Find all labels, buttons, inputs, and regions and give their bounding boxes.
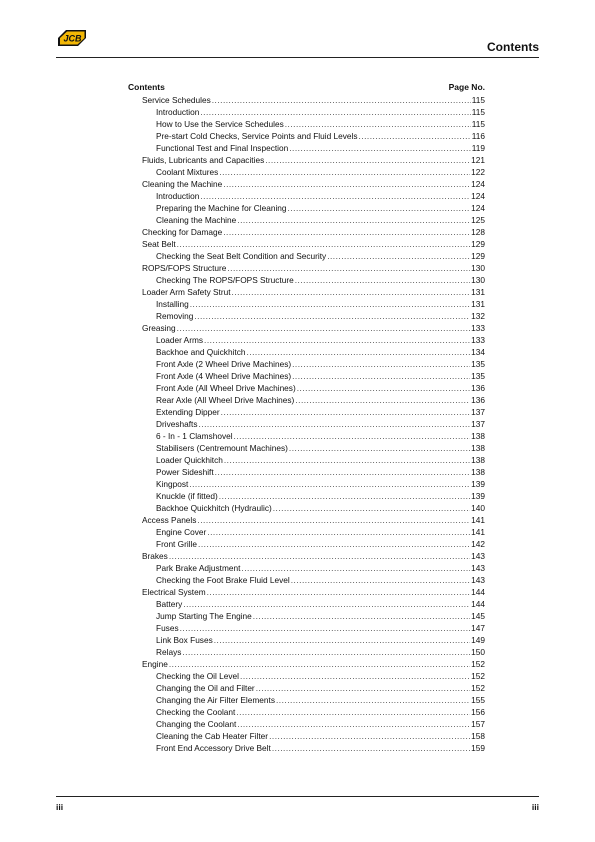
toc-entry[interactable] xyxy=(128,310,485,322)
toc-entry-page: 156 xyxy=(471,707,485,717)
toc-entry[interactable] xyxy=(128,514,485,526)
toc-dot-leader xyxy=(237,718,470,730)
toc-entry-title: Cleaning the Machine xyxy=(156,215,237,225)
toc-entry-title: Installing xyxy=(156,299,189,309)
toc-dot-leader xyxy=(194,310,470,322)
toc-entry-title: Checking the Foot Brake Fluid Level xyxy=(156,575,290,585)
toc-entry-page: 144 xyxy=(471,599,485,609)
toc-dot-leader xyxy=(265,154,470,166)
toc-dot-leader xyxy=(285,118,471,130)
toc-entry-title: Loader Quickhitch xyxy=(156,455,223,465)
toc-entry[interactable] xyxy=(128,730,485,742)
toc-entry-page: 139 xyxy=(471,491,485,501)
toc-dot-leader xyxy=(292,370,470,382)
toc-entry[interactable] xyxy=(128,694,485,706)
toc-dot-leader xyxy=(214,634,470,646)
toc-entry-title: Functional Test and Final Inspection xyxy=(156,143,289,153)
toc-entry[interactable] xyxy=(128,478,485,490)
toc-dot-leader xyxy=(234,430,471,442)
toc-dot-leader xyxy=(297,382,470,394)
toc-entry[interactable] xyxy=(128,178,485,190)
toc-entry[interactable] xyxy=(128,118,485,130)
toc-entry-page: 131 xyxy=(471,299,485,309)
toc-dot-leader xyxy=(295,274,470,286)
toc-entry-page: 130 xyxy=(471,275,485,285)
toc-entry[interactable] xyxy=(128,586,485,598)
toc-dot-leader xyxy=(219,490,470,502)
toc-dot-leader xyxy=(227,262,470,274)
toc-entry-title: Access Panels xyxy=(142,515,197,525)
footer-page-number-right: iii xyxy=(531,802,539,812)
toc-entry-page: 138 xyxy=(471,431,485,441)
toc-entry-title: Rear Axle (All Wheel Drive Machines) xyxy=(156,395,295,405)
toc-entry-title: 6 - In - 1 Clamshovel xyxy=(156,431,233,441)
toc-entry[interactable] xyxy=(128,454,485,466)
toc-dot-leader xyxy=(183,598,470,610)
toc-entry-page: 149 xyxy=(471,635,485,645)
toc-entry[interactable] xyxy=(128,94,485,106)
toc-entry-title: Cleaning the Machine xyxy=(142,179,223,189)
toc-entry-page: 137 xyxy=(471,407,485,417)
toc-entry-title: Checking the Seat Belt Condition and Security xyxy=(156,251,327,261)
toc-entry-title: Checking the Coolant xyxy=(156,707,236,717)
toc-dot-leader xyxy=(295,394,470,406)
toc-list xyxy=(128,94,485,754)
toc-entry-title: Front Axle (All Wheel Drive Machines) xyxy=(156,383,296,393)
toc-entry-title: Jump Starting The Engine xyxy=(156,611,252,621)
toc-entry-title: Changing the Oil and Filter xyxy=(156,683,255,693)
toc-entry-page: 115 xyxy=(471,107,485,117)
toc-entry[interactable] xyxy=(128,418,485,430)
toc-entry[interactable] xyxy=(128,262,485,274)
toc-entry[interactable] xyxy=(128,658,485,670)
toc-entry-title: Knuckle (if fitted) xyxy=(156,491,218,501)
toc-entry[interactable] xyxy=(128,298,485,310)
page-header-title: Contents xyxy=(487,40,539,54)
toc-entry-title: Introduction xyxy=(156,107,200,117)
jcb-logo xyxy=(56,28,88,48)
toc-dot-leader xyxy=(199,418,471,430)
toc-entry-page: 137 xyxy=(471,419,485,429)
toc-entry-title: Changing the Air Filter Elements xyxy=(156,695,275,705)
toc-entry-title: Introduction xyxy=(156,191,200,201)
toc-dot-leader xyxy=(289,442,470,454)
toc-dot-leader xyxy=(223,178,470,190)
toc-entry-title: Fuses xyxy=(156,623,179,633)
toc-entry-title: Greasing xyxy=(142,323,176,333)
toc-entry-title: Cleaning the Cab Heater Filter xyxy=(156,731,269,741)
toc-entry-page: 115 xyxy=(471,119,485,129)
toc-heading-page-no: Page No. xyxy=(448,82,485,92)
toc-entry-title: Backhoe Quickhitch (Hydraulic) xyxy=(156,503,272,513)
toc-entry-page: 135 xyxy=(471,359,485,369)
toc-dot-leader xyxy=(236,706,470,718)
toc-entry-page: 144 xyxy=(471,587,485,597)
toc-entry[interactable] xyxy=(128,550,485,562)
toc-entry-title: Front Axle (2 Wheel Drive Machines) xyxy=(156,359,292,369)
toc-entry-page: 140 xyxy=(471,503,485,513)
toc-entry[interactable] xyxy=(128,502,485,514)
toc-entry-page: 152 xyxy=(471,683,485,693)
toc-entry-title: Front Axle (4 Wheel Drive Machines) xyxy=(156,371,292,381)
toc-entry[interactable] xyxy=(128,562,485,574)
toc-entry-page: 131 xyxy=(471,287,485,297)
toc-entry[interactable] xyxy=(128,394,485,406)
toc-entry[interactable] xyxy=(128,142,485,154)
toc-entry-title: Checking for Damage xyxy=(142,227,223,237)
toc-entry-page: 147 xyxy=(471,623,485,633)
footer-page-number-left: iii xyxy=(56,802,64,812)
toc-entry-title: Link Box Fuses xyxy=(156,635,213,645)
toc-entry-page: 152 xyxy=(471,671,485,681)
toc-entry-page: 124 xyxy=(471,203,485,213)
toc-entry[interactable] xyxy=(128,466,485,478)
toc-entry-title: How to Use the Service Schedules xyxy=(156,119,284,129)
toc-entry-page: 129 xyxy=(471,251,485,261)
toc-entry-page: 119 xyxy=(471,143,485,153)
toc-entry[interactable] xyxy=(128,370,485,382)
toc-entry[interactable] xyxy=(128,322,485,334)
svg-text:JCB: JCB xyxy=(63,33,82,44)
toc-entry-page: 129 xyxy=(471,239,485,249)
toc-dot-leader xyxy=(182,646,470,658)
toc-entry-page: 139 xyxy=(471,479,485,489)
toc-entry-page: 134 xyxy=(471,347,485,357)
toc-entry[interactable] xyxy=(128,382,485,394)
toc-entry[interactable] xyxy=(128,130,485,142)
toc-entry-title: Checking The ROPS/FOPS Structure xyxy=(156,275,294,285)
toc-entry-page: 136 xyxy=(471,395,485,405)
toc-dot-leader xyxy=(272,742,470,754)
toc-entry-title: Backhoe and Quickhitch xyxy=(156,347,246,357)
toc-dot-leader xyxy=(190,298,470,310)
toc-entry-title: Stabilisers (Centremount Machines) xyxy=(156,443,288,453)
toc-dot-leader xyxy=(292,358,470,370)
toc-dot-leader xyxy=(215,466,471,478)
toc-entry-title: Electrical System xyxy=(142,587,206,597)
toc-dot-leader xyxy=(177,238,470,250)
toc-entry-page: 150 xyxy=(471,647,485,657)
toc-entry[interactable] xyxy=(128,190,485,202)
toc-heading-contents: Contents xyxy=(128,82,165,92)
toc-dot-leader xyxy=(200,106,470,118)
toc-entry-page: 157 xyxy=(471,719,485,729)
toc-entry-page: 135 xyxy=(471,371,485,381)
toc-entry[interactable] xyxy=(128,238,485,250)
toc-dot-leader xyxy=(207,526,470,538)
toc-entry-title: Relays xyxy=(156,647,182,657)
toc-entry[interactable] xyxy=(128,154,485,166)
toc-dot-leader xyxy=(207,586,471,598)
header-divider xyxy=(56,57,539,58)
toc-entry[interactable] xyxy=(128,274,485,286)
toc-entry[interactable] xyxy=(128,670,485,682)
toc-entry-title: Fluids, Lubricants and Capacities xyxy=(142,155,265,165)
toc-dot-leader xyxy=(288,202,471,214)
toc-heading-row xyxy=(128,82,485,94)
toc-dot-leader xyxy=(232,286,471,298)
toc-dot-leader xyxy=(241,562,470,574)
toc-entry-title: Engine xyxy=(142,659,168,669)
table-of-contents xyxy=(128,82,485,754)
toc-dot-leader xyxy=(204,334,470,346)
footer-divider xyxy=(56,796,539,797)
toc-dot-leader xyxy=(289,142,471,154)
toc-entry-title: Power Sideshift xyxy=(156,467,214,477)
toc-dot-leader xyxy=(240,670,470,682)
toc-dot-leader xyxy=(359,130,471,142)
toc-entry-page: 152 xyxy=(471,659,485,669)
toc-dot-leader xyxy=(197,514,470,526)
toc-dot-leader xyxy=(269,730,470,742)
toc-dot-leader xyxy=(273,502,470,514)
toc-entry-page: 138 xyxy=(471,455,485,465)
toc-entry-page: 138 xyxy=(471,443,485,453)
toc-entry-title: Changing the Coolant xyxy=(156,719,237,729)
toc-entry-title: Driveshafts xyxy=(156,419,198,429)
toc-entry-title: ROPS/FOPS Structure xyxy=(142,263,227,273)
toc-entry-title: Checking the Oil Level xyxy=(156,671,240,681)
toc-entry[interactable] xyxy=(128,706,485,718)
toc-entry-title: Loader Arms xyxy=(156,335,204,345)
toc-entry-page: 141 xyxy=(471,515,485,525)
toc-dot-leader xyxy=(221,406,471,418)
toc-dot-leader xyxy=(169,550,470,562)
toc-entry[interactable] xyxy=(128,406,485,418)
toc-entry[interactable] xyxy=(128,430,485,442)
toc-entry-page: 130 xyxy=(471,263,485,273)
toc-entry[interactable] xyxy=(128,490,485,502)
toc-entry[interactable] xyxy=(128,742,485,754)
toc-entry[interactable] xyxy=(128,250,485,262)
toc-dot-leader xyxy=(180,622,471,634)
toc-entry[interactable] xyxy=(128,682,485,694)
toc-entry-title: Kingpost xyxy=(156,479,189,489)
toc-entry[interactable] xyxy=(128,598,485,610)
toc-entry[interactable] xyxy=(128,226,485,238)
toc-entry[interactable] xyxy=(128,634,485,646)
toc-dot-leader xyxy=(246,346,470,358)
toc-entry[interactable] xyxy=(128,358,485,370)
toc-entry-page: 133 xyxy=(471,323,485,333)
toc-entry[interactable] xyxy=(128,526,485,538)
toc-entry-page: 132 xyxy=(471,311,485,321)
toc-dot-leader xyxy=(169,658,470,670)
toc-entry-title: Engine Cover xyxy=(156,527,207,537)
toc-dot-leader xyxy=(224,454,470,466)
toc-entry[interactable] xyxy=(128,346,485,358)
toc-entry-page: 155 xyxy=(471,695,485,705)
toc-dot-leader xyxy=(256,682,470,694)
toc-entry-title: Brakes xyxy=(142,551,168,561)
toc-entry-title: Preparing the Machine for Cleaning xyxy=(156,203,287,213)
toc-entry-title: Front End Accessory Drive Belt xyxy=(156,743,271,753)
toc-entry[interactable] xyxy=(128,214,485,226)
toc-entry-page: 124 xyxy=(471,179,485,189)
toc-entry-page: 159 xyxy=(471,743,485,753)
toc-dot-leader xyxy=(212,94,471,106)
toc-entry[interactable] xyxy=(128,610,485,622)
toc-entry-page: 138 xyxy=(471,467,485,477)
toc-entry-page: 143 xyxy=(471,551,485,561)
toc-entry-title: Park Brake Adjustment xyxy=(156,563,241,573)
toc-entry-title: Service Schedules xyxy=(142,95,211,105)
toc-entry[interactable] xyxy=(128,538,485,550)
toc-entry-page: 124 xyxy=(471,191,485,201)
toc-entry-page: 128 xyxy=(471,227,485,237)
toc-dot-leader xyxy=(189,478,470,490)
toc-dot-leader xyxy=(327,250,470,262)
toc-entry-title: Coolant Mixtures xyxy=(156,167,219,177)
toc-entry-page: 143 xyxy=(471,575,485,585)
toc-entry[interactable] xyxy=(128,574,485,586)
toc-entry-page: 145 xyxy=(471,611,485,621)
toc-entry-title: Removing xyxy=(156,311,194,321)
toc-entry[interactable] xyxy=(128,646,485,658)
toc-dot-leader xyxy=(198,538,470,550)
toc-entry[interactable] xyxy=(128,202,485,214)
toc-entry-title: Seat Belt xyxy=(142,239,176,249)
toc-entry-title: Loader Arm Safety Strut xyxy=(142,287,231,297)
toc-entry-page: 158 xyxy=(471,731,485,741)
toc-dot-leader xyxy=(219,166,470,178)
toc-dot-leader xyxy=(237,214,470,226)
toc-entry[interactable] xyxy=(128,718,485,730)
toc-dot-leader xyxy=(200,190,470,202)
toc-entry-title: Extending Dipper xyxy=(156,407,220,417)
toc-entry[interactable] xyxy=(128,286,485,298)
toc-entry-page: 141 xyxy=(471,527,485,537)
toc-entry[interactable] xyxy=(128,166,485,178)
toc-entry-page: 121 xyxy=(471,155,485,165)
toc-entry-page: 122 xyxy=(471,167,485,177)
toc-dot-leader xyxy=(177,322,470,334)
toc-entry-page: 143 xyxy=(471,563,485,573)
toc-entry-page: 136 xyxy=(471,383,485,393)
toc-entry-page: 125 xyxy=(471,215,485,225)
toc-entry[interactable] xyxy=(128,622,485,634)
toc-entry-title: Pre-start Cold Checks, Service Points and Fluid Levels xyxy=(156,131,358,141)
toc-entry-page: 142 xyxy=(471,539,485,549)
toc-dot-leader xyxy=(253,610,470,622)
toc-entry-page: 133 xyxy=(471,335,485,345)
toc-entry-title: Battery xyxy=(156,599,183,609)
toc-entry-page: 116 xyxy=(471,131,485,141)
toc-entry[interactable] xyxy=(128,442,485,454)
toc-entry-title: Front Grille xyxy=(156,539,198,549)
toc-entry[interactable] xyxy=(128,106,485,118)
toc-entry[interactable] xyxy=(128,334,485,346)
toc-dot-leader xyxy=(223,226,470,238)
toc-entry-page: 115 xyxy=(471,95,485,105)
toc-dot-leader xyxy=(291,574,470,586)
toc-dot-leader xyxy=(276,694,470,706)
